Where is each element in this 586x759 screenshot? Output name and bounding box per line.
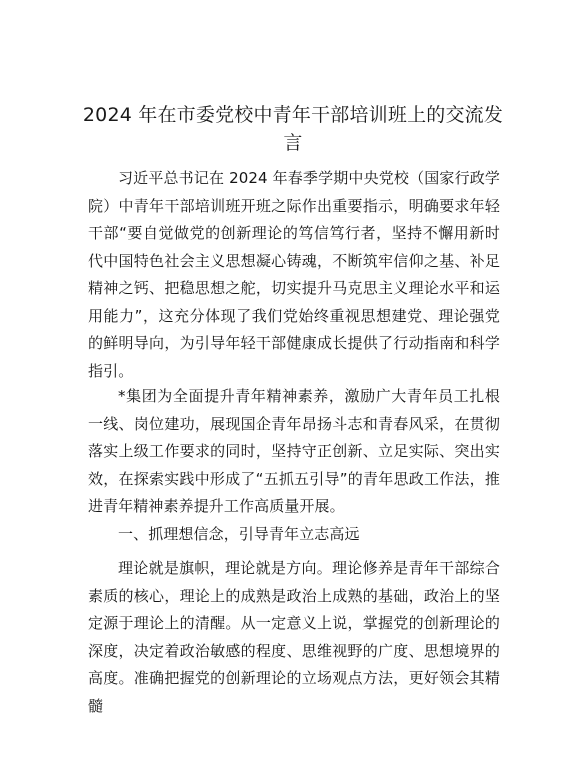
paragraph-intro: 习近平总书记在 2024 年春季学期中央党校（国家行政学院）中青年干部培训班开班之际作出重要指示，明确要求年轻干部“要自觉做党的创新理论的笃信笃行者，坚持不懈用新时代中国特色社会主义思想凝心铸魂，不断筑牢信仰之基、补足精神之钙、把稳思想之舵，切实提升马克思主义理论水平和运用能力”，这充分体现了我们党始终重视思想建党、理论强党的鲜明导向，为引导年轻干部健康成长提供了行动指南和科学指引。 xyxy=(88,169,500,380)
document-title: 2024 年在市委党校中青年干部培训班上的交流发言 xyxy=(82,104,504,154)
section-heading-1: 一、抓理想信念，引导青年立志高远 xyxy=(118,525,360,543)
paragraph-theory: 理论就是旗帜，理论就是方向。理论修养是青年干部综合素质的核心，理论上的成熟是政治上成熟的基础，政治上的坚定源于理论上的清醒。从一定意义上说，掌握党的创新理论的深度，决定着政治敏感的程度、思维视野的广度、思想境界的高度。准确把握党的创新理论的立场观点方法，更好领会其精髓 xyxy=(88,559,500,715)
paragraph-group-overview: *集团为全面提升青年精神素养，激励广大青年员工扎根一线、岗位建功，展现国企青年昂扬斗志和青春风采，在贯彻落实上级工作要求的同时，坚持守正创新、立足实际、突出实效，在探索实践中形成了“五抓五引导”的青年思政工作法，推进青年精神素养提升工作高质量开展。 xyxy=(88,387,500,515)
